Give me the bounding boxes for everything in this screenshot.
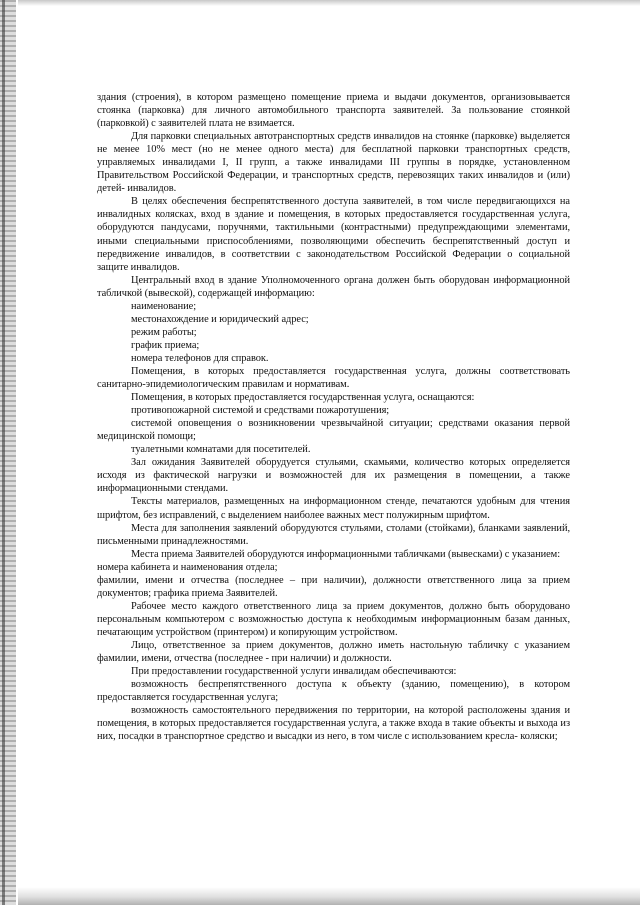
paragraph: Места для заполнения заявлений оборудуются стульями, столами (стойками), бланками заявлений, письменными принадлежностями. [97,522,570,547]
paragraph: здания (строения), в котором размещено помещение приема и выдачи документов, организовывается стоянка (парковка) для личного автомобильного транспорта заявителей. За пользование стоянкой (парковкой) с заявителей плата не взимается. [97,92,570,130]
list-item: номера кабинета и наименования отдела; [97,561,278,573]
list-item: противопожарной системой и средствами пожаротушения; [131,405,390,417]
scan-border-top [18,0,640,6]
document-body [97,91,570,743]
paragraph: Помещения, в которых предоставляется государственная услуга, оснащаются: [131,392,475,404]
list-item: местонахождение и юридический адрес; [131,313,309,325]
paragraph: Места приема Заявителей оборудуются информационными табличками (вывесками) с указанием: [131,548,561,560]
list-item: режим работы; [131,326,197,338]
list-item: возможность самостоятельного передвижения по территории, на которой расположены здания и помещения, в которых предоставляется государственная услуга, а также входа в такие объекты и выхода из них, посадки в транспортное средство и высадки из него, в том числе с использованием кресла- коляски; [97,705,570,743]
paragraph: Для парковки специальных автотранспортных средств инвалидов на стоянке (парковке) выделяется не менее 10% мест (но не менее одного места) для бесплатной парковки транспортных средств, управляемых инвалидами I, II групп, а также инвалидами III группы в порядке, установленном Правительством Российской Федерации, и транспортных средств, перевозящих таких инвалидов и (или) детей- инвалидов. [97,131,570,195]
list-item: график приема; [131,339,200,351]
scan-border-bottom [18,887,640,905]
scan-border-left-line [2,0,5,905]
paragraph: Помещения, в которых предоставляется государственная услуга, должны соответствовать санитарно-эпидемиологическим правилам и нормативам. [97,365,570,391]
paragraph: Тексты материалов, размещенных на информационном стенде, печатаются удобным для чтения шрифтом, без исправлений, с выделением наиболее важных мест полужирным шрифтом. [97,496,570,521]
list-item: фамилии, имени и отчества (последнее – при наличии), должности ответственного лица за прием документов; графика приема Заявителей. [97,574,570,599]
paragraph: Лицо, ответственное за прием документов, должно иметь настольную табличку с указанием фамилии, имени, отчества (последнее - при наличии) и должности. [97,639,570,665]
list-item: номера телефонов для справок. [131,352,269,364]
paragraph: Рабочее место каждого ответственного лица за прием документов, должно быть оборудовано персональным компьютером с возможностью доступа к необходимым информационным базам данных, печатающим устройством (принтером) и копирующим устройством. [97,600,570,638]
paragraph: Центральный вход в здание Уполномоченного органа должен быть оборудован информационной табличкой (вывеской), содержащей информацию: [97,274,570,299]
list-item: туалетными комнатами для посетителей. [131,444,311,456]
paragraph: При предоставлении государственной услуги инвалидам обеспечиваются: [131,666,457,678]
paragraph: В целях обеспечения беспрепятственного доступа заявителей, в том числе передвигающихся на инвалидных колясках, вход в здание и помещения, в которых предоставляется государственная услуга, оборудуются пандусами, поручнями, тактильными (контрастными) предупреждающими элементами, иными специальными приспособлениями, позволяющими обеспечить беспрепятственный доступ и передвижение инвалидов, в соответствии с законодательством Российской Федерации о социальной защите инвалидов. [97,196,570,273]
list-item: наименование; [131,300,197,312]
paragraph: Зал ожидания Заявителей оборудуется стульями, скамьями, количество которых определяется исходя из фактической нагрузки и возможностей для их размещения в помещении, а также информационными стендами. [97,457,570,495]
list-item: системой оповещения о возникновении чрезвычайной ситуации; средствами оказания первой медицинской помощи; [97,418,570,443]
list-item: возможность беспрепятственного доступа к объекту (зданию, помещению), в котором предоставляется государственная услуга; [97,679,570,704]
